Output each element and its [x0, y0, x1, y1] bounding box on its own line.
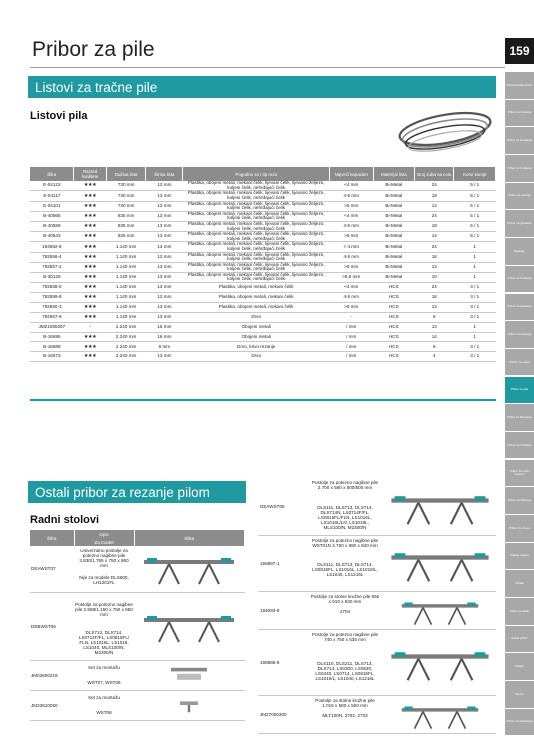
blades-table: [30, 167, 496, 362]
table-cell-w: 13 mm: [146, 191, 183, 201]
table-cell-use: Plastika, obojeni metali, mekani čelik, lijevani čelik, lijevano željezo, koljeni čelik, nehrđajući čelik: [183, 221, 329, 231]
table-cell-len: 835 mm: [106, 232, 145, 242]
stand-model: WST06: [74, 705, 134, 720]
table-cell-use: Plastika, obojeni metali, mekani čelik, lijevani čelik, lijevano željezo, koljeni čelik, nehrđajući čelik: [183, 272, 329, 282]
table-cell-code: B-40559: [30, 221, 74, 231]
table-cell-use: Obojeni metali: [183, 322, 329, 332]
table-cell-q: -: [74, 322, 107, 332]
list-item: [258, 630, 496, 696]
table-cell-pcs: 3 / 1: [454, 342, 496, 352]
table-row: [30, 332, 496, 342]
stand-desc: Set za montažu: [88, 665, 120, 671]
product-code: JM27000300: [260, 712, 287, 717]
side-tab[interactable]: Pribor za poliranje: [505, 294, 534, 321]
table-cell-cap: <4 mm: [329, 211, 373, 221]
col-header: Za model: [74, 538, 134, 546]
stand-image: [386, 480, 494, 534]
col-header: Broj zuba na colu: [415, 167, 454, 181]
table-cell-code: B-40543: [30, 232, 74, 242]
stand-image: [139, 548, 239, 588]
list-item: [258, 536, 496, 592]
side-tab[interactable]: Pribor za brušenje: [505, 266, 534, 293]
table-cell-teeth: 14: [415, 302, 454, 312]
side-tab[interactable]: Radna odjeća: [505, 543, 534, 570]
table-cell-code: 792557-2: [30, 262, 74, 272]
table-cell-w: 13 mm: [146, 312, 183, 322]
product-code: 156887-1: [260, 561, 280, 566]
product-desc: Postolje za potezno nagibne pile 2.700 x 580 x 800/500 mm: [311, 480, 379, 490]
side-tab[interactable]: Ostalo: [505, 570, 534, 597]
table-cell-use: Drvo: [183, 352, 329, 362]
product-model: MLT100N, 2702, 2703: [322, 713, 368, 718]
table-cell-len: 1.140 mm: [106, 292, 145, 302]
table-cell-w: 13 mm: [146, 221, 183, 231]
table-cell-teeth: 18: [415, 292, 454, 302]
table-cell-len: 835 mm: [106, 211, 145, 221]
table-cell-len: 2.240 mm: [106, 322, 145, 332]
table-cell-q: ★★★: [74, 181, 107, 191]
table-cell-w: 13 mm: [146, 272, 183, 282]
table-cell-cap: <4 mm: [329, 181, 373, 191]
col-header: Opis: [74, 530, 134, 538]
col-header: Pogodno za / tip reza: [183, 167, 329, 181]
table-cell-code: B-16673: [30, 352, 74, 362]
table-cell-use: Drvo, krivo rezanje: [183, 342, 329, 352]
stand-model: WST07, WST06: [74, 675, 134, 690]
stand-image-cell: [134, 546, 245, 592]
table-cell-code: B-40565: [30, 211, 74, 221]
table-cell-w: 13 mm: [146, 352, 183, 362]
side-tabs: [505, 72, 534, 737]
stand-image-cell: [134, 592, 245, 660]
table-cell-code: 792567-9: [30, 312, 74, 322]
stand-image: [386, 698, 494, 732]
side-tab[interactable]: Pribor za bušenje: [505, 321, 534, 348]
col-header: Materijal lista: [373, 167, 415, 181]
table-cell-len: 1.140 mm: [106, 242, 145, 252]
table-cell-len: 2.240 mm: [106, 332, 145, 342]
product-model: 2704: [339, 609, 351, 614]
table-cell-q: ★★★: [74, 312, 107, 322]
table-cell-pcs: 3 / 1: [454, 292, 496, 302]
table-row: [30, 221, 496, 231]
table-row: [30, 292, 496, 302]
table-row: [30, 262, 496, 272]
table-row: [30, 690, 245, 705]
table-cell-pcs: 3 / 1: [454, 312, 496, 322]
col-header: Šifra: [30, 167, 74, 181]
table-cell-w: 16 mm: [146, 322, 183, 332]
table-cell-w: 13 mm: [146, 252, 183, 262]
table-cell-code: 194692-8: [30, 242, 74, 252]
product-code: 194093-8: [260, 608, 280, 613]
table-cell-code: B-16695: [30, 332, 74, 342]
table-cell-len: 1.140 mm: [106, 283, 145, 293]
table-cell-teeth: 14: [415, 232, 454, 242]
table-cell-q: ★★★: [74, 302, 107, 312]
product-desc: Postolje za potezno nagibne pile 740 x 750 x 535 mm: [311, 632, 379, 642]
table-cell-cap: >5 mm: [329, 201, 373, 211]
stands-table: [30, 530, 245, 721]
page-title: Pribor za pile: [32, 38, 155, 61]
table-cell-cap: <4 mm: [329, 283, 373, 293]
product-desc: Postolje za stolne kružne pile 655 x 610 x 630 mm: [310, 594, 380, 604]
table-cell-q: ★★★: [74, 201, 107, 211]
table-cell-mat: HCS: [373, 342, 415, 352]
table-cell-teeth: 18: [415, 191, 454, 201]
side-tab[interactable]: Ostali pribor: [505, 626, 534, 653]
table-cell-pcs: 5 / 1: [454, 232, 496, 242]
table-row: [30, 283, 496, 293]
table-cell-q: ★★★: [74, 232, 107, 242]
table-cell-mat: Bi-Metal: [373, 191, 415, 201]
table-cell-mat: HCS: [373, 283, 415, 293]
table-cell-mat: Bi-Metal: [373, 211, 415, 221]
table-cell-code: E-04101: [30, 201, 74, 211]
table-cell-len: 1.140 mm: [106, 312, 145, 322]
table-cell-q: ★★★: [74, 211, 107, 221]
col-header: Najveći kapacitet: [329, 167, 373, 181]
table-cell-use: Obojeni metali: [183, 332, 329, 342]
table-cell-mat: HCS: [373, 292, 415, 302]
table-row: [30, 191, 496, 201]
side-tab[interactable]: Servis: [505, 681, 534, 708]
side-tab[interactable]: Pribor za štemanje: [505, 404, 534, 431]
table-cell-teeth: 14: [415, 322, 454, 332]
table-cell-use: Drvo: [183, 312, 329, 322]
table-cell-len: 1.140 mm: [106, 262, 145, 272]
table-cell-pcs: 1: [454, 252, 496, 262]
table-cell-code: B-16689: [30, 342, 74, 352]
stand-code: DEAWST07: [30, 546, 74, 592]
product-code: DEAWST05: [260, 504, 285, 509]
table-cell-w: 13 mm: [146, 262, 183, 272]
table-cell-use: Plastika, obojeni metali, mekani čelik, lijevani čelik, lijevano željezo, koljeni čelik, nehrđajući čelik: [183, 181, 329, 191]
band-saw-blade-image: [395, 103, 495, 161]
table-cell-pcs: 5 / 1: [454, 201, 496, 211]
table-cell-teeth: 14: [415, 332, 454, 342]
side-tab[interactable]: Pribor za metal: [505, 349, 534, 376]
table-cell-pcs: 5 / 1: [454, 211, 496, 221]
table-cell-teeth: 24: [415, 211, 454, 221]
table-row: [30, 232, 496, 242]
table-cell-teeth: 24: [415, 181, 454, 191]
table-cell-mat: HCS: [373, 302, 415, 312]
table-cell-mat: HCS: [373, 322, 415, 332]
table-row: [30, 352, 496, 362]
table-cell-pcs: 1: [454, 322, 496, 332]
table-cell-pcs: 1: [454, 242, 496, 252]
table-cell-q: ★★★: [74, 252, 107, 262]
table-cell-code: 792558-0: [30, 283, 74, 293]
table-row: [30, 201, 496, 211]
table-cell-len: 730 mm: [106, 191, 145, 201]
table-cell-len: 1.140 mm: [106, 302, 145, 312]
stand-image: [139, 693, 239, 717]
product-model: DLS111, DLS713, DLS714, LS0815FL, LS1016L, LS1019/L, LS1040, LS1216L: [312, 562, 378, 577]
table-cell-mat: Bi-Metal: [373, 262, 415, 272]
side-tab[interactable]: Pribor za hoblanje: [505, 432, 534, 459]
table-cell-teeth: 24: [415, 283, 454, 293]
table-row: [30, 592, 245, 626]
side-tab[interactable]: Pribor za ispitivanje: [505, 709, 534, 736]
table-cell-teeth: 14: [415, 201, 454, 211]
section-subtitle-stands: Radni stolovi: [30, 514, 100, 526]
table-cell-code: 792559-8: [30, 292, 74, 302]
table-cell-cap: / mm: [329, 332, 373, 342]
side-tab[interactable]: Pribor za alate: [505, 598, 534, 625]
list-item: [258, 696, 496, 734]
table-cell-w: 13 mm: [146, 292, 183, 302]
table-cell-q: ★★★: [74, 283, 107, 293]
table-cell-cap: 4-5 mm: [329, 221, 373, 231]
table-cell-code: E-04117: [30, 191, 74, 201]
product-model: DLS111, DLS713, DLS714, DLS714N, LS0714F/FL, LS0815FL/FLN, LS1016L, LS1018L/LN, LS1019L, MLS100/N, M2300/N: [317, 505, 373, 530]
table-cell-code: E-04123: [30, 181, 74, 191]
stand-image-cell: [134, 660, 245, 690]
table-row: [30, 242, 496, 252]
table-cell-mat: Bi-Metal: [373, 232, 415, 242]
table-row: [30, 252, 496, 262]
table-cell-cap: 4-5 mm: [329, 252, 373, 262]
product-desc: Postolje za potezno nagibne pile WST01N 2.750 x 680 x 840 mm: [311, 538, 379, 548]
table-cell-w: 13 mm: [146, 302, 183, 312]
table-cell-q: ★★★: [74, 342, 107, 352]
table-cell-len: 835 mm: [106, 221, 145, 231]
table-cell-mat: Bi-Metal: [373, 242, 415, 252]
table-cell-mat: HCS: [373, 312, 415, 322]
product-image: [386, 594, 494, 629]
side-tab[interactable]: Pribor za glodanje: [505, 210, 534, 237]
table-cell-teeth: 4: [415, 352, 454, 362]
table-cell-w: 6 mm: [146, 342, 183, 352]
table-cell-use: Plastika, obojeni metali, mekani čelik, lijevani čelik, lijevano željezo, koljeni čelik, nehrđajući čelik: [183, 242, 329, 252]
stand-product-list: [258, 478, 496, 734]
side-tab[interactable]: Pribor za pile: [505, 377, 534, 404]
table-cell-len: 1.140 mm: [106, 272, 145, 282]
table-cell-q: ★★★: [74, 272, 107, 282]
table-cell-pcs: 5 / 1: [454, 191, 496, 201]
stand-code: DEBWST06: [30, 592, 74, 660]
col-header: Širina lista: [146, 167, 183, 181]
table-cell-pcs: 5 / 1: [454, 181, 496, 191]
product-image: [386, 480, 494, 535]
col-header: Slika: [134, 530, 245, 546]
table-row: [30, 342, 496, 352]
table-cell-cap: >5,5 mm: [329, 272, 373, 282]
table-cell-cap: >5 mm: [329, 232, 373, 242]
table-cell-mat: Bi-Metal: [373, 221, 415, 231]
table-cell-mat: Bi-Metal: [373, 252, 415, 262]
table-cell-cap: 4-5 mm: [329, 191, 373, 201]
stand-image: [139, 595, 239, 657]
table-cell-w: 13 mm: [146, 242, 183, 252]
col-header: Šifra: [30, 530, 74, 546]
table-cell-code: JM21080297: [30, 322, 74, 332]
table-cell-cap: >5 mm: [329, 262, 373, 272]
section-subtitle-blades: Listovi pila: [30, 110, 88, 122]
table-cell-teeth: 6: [415, 312, 454, 322]
product-image: [386, 632, 494, 695]
table-cell-w: 13 mm: [146, 232, 183, 242]
table-cell-use: Plastika, obojeni metali, mekani čelik: [183, 302, 329, 312]
section-divider: [30, 399, 496, 401]
table-row: [30, 211, 496, 221]
stand-desc: Set za montažu: [88, 695, 120, 701]
table-cell-code: 792556-4: [30, 252, 74, 262]
stand-image: [386, 594, 494, 628]
table-cell-pcs: 3 / 1: [454, 302, 496, 312]
side-tab[interactable]: Profesionalni pribor: [505, 72, 534, 99]
list-item: [258, 592, 496, 630]
table-cell-pcs: 3 / 1: [454, 352, 496, 362]
table-cell-w: 13 mm: [146, 201, 183, 211]
side-tab[interactable]: Pribor za vrtnu opremu: [505, 460, 534, 487]
product-desc: Postolje za stolne kružne pile 1.015 x 580 x 560 mm: [315, 698, 375, 708]
table-cell-cap: / mm: [329, 342, 373, 352]
stand-image: [386, 538, 494, 590]
side-tab[interactable]: Ostalo: [505, 653, 534, 680]
table-cell-mat: HCS: [373, 352, 415, 362]
table-cell-q: ★★★: [74, 221, 107, 231]
table-cell-teeth: 6: [415, 342, 454, 352]
col-header: Razred kvalitete: [74, 167, 107, 181]
table-cell-use: Plastika, obojeni metali, mekani čelik, lijevani čelik, lijevano željezo, koljeni čelik, nehrđajući čelik: [183, 201, 329, 211]
table-cell-code: B-30128: [30, 272, 74, 282]
table-cell-w: 13 mm: [146, 181, 183, 191]
table-cell-w: 13 mm: [146, 283, 183, 293]
stand-model: Nije za modele DLS600, LH1201FL: [74, 569, 134, 592]
table-cell-q: ★★★: [74, 292, 107, 302]
table-cell-q: ★★★: [74, 242, 107, 252]
side-tab[interactable]: Pribor za čišćenje: [505, 487, 534, 514]
stand-model: DLS713, DLS714, LS0714F/FL, LS0815FL/ FLN, LS1016L, LS1016, LS1040, MLS100/N, M2300/N: [74, 626, 134, 660]
table-cell-len: 730 mm: [106, 181, 145, 191]
table-cell-pcs: 5 / 1: [454, 221, 496, 231]
table-cell-use: Plastika, obojeni metali, mekani čelik, lijevani čelik, lijevano željezo, koljeni čelik, nehrđajući čelik: [183, 262, 329, 272]
table-cell-teeth: 10: [415, 272, 454, 282]
table-cell-pcs: 3 / 1: [454, 283, 496, 293]
product-image: [386, 538, 494, 591]
table-row: [30, 660, 245, 675]
table-cell-q: ★★★: [74, 262, 107, 272]
table-cell-cap: < 4 mm: [329, 242, 373, 252]
stand-code: JM23610050: [30, 690, 74, 720]
table-row: [30, 312, 496, 322]
table-cell-teeth: 18: [415, 221, 454, 231]
stand-code: JM03600219: [30, 660, 74, 690]
product-image: [386, 698, 494, 733]
table-cell-cap: 4-5 mm: [329, 292, 373, 302]
table-cell-use: Plastika, obojeni metali, mekani čelik, lijevani čelik, lijevano željezo, koljeni čelik, nehrđajući čelik: [183, 252, 329, 262]
table-cell-mat: Bi-Metal: [373, 181, 415, 191]
table-cell-len: 730 mm: [106, 201, 145, 211]
table-row: [30, 302, 496, 312]
product-model: DLS110, DLS211, DLS713, DLS714, LS0300, LS0830, LS0440, LS0714, LS0815FL, LS1019/L, LS1040, LS1216L: [315, 661, 375, 681]
side-tab[interactable]: Pribor za vrtove: [505, 515, 534, 542]
table-cell-use: Plastika, obojeni metali, mekani čelik: [183, 283, 329, 293]
table-cell-teeth: 14: [415, 262, 454, 272]
table-cell-cap: / mm: [329, 352, 373, 362]
table-cell-pcs: 1: [454, 272, 496, 282]
table-cell-q: ★★★: [74, 332, 107, 342]
table-cell-use: Plastika, obojeni metali, mekani čelik, lijevani čelik, lijevano željezo, koljeni čelik, nehrđajući čelik: [183, 191, 329, 201]
table-cell-use: Plastika, obojeni metali, mekani čelik: [183, 292, 329, 302]
table-cell-use: Plastika, obojeni metali, mekani čelik, lijevani čelik, lijevano željezo, koljeni čelik, nehrđajući čelik: [183, 211, 329, 221]
table-row: [30, 546, 245, 569]
product-code: 198886-8: [260, 660, 280, 665]
col-header: Kom/ kompl: [454, 167, 496, 181]
list-item: [258, 478, 496, 536]
table-cell-w: 16 mm: [146, 332, 183, 342]
table-cell-use: Plastika, obojeni metali, mekani čelik, lijevani čelik, lijevano željezo, koljeni čelik, nehrđajući čelik: [183, 232, 329, 242]
stand-image: [386, 632, 494, 694]
table-cell-len: 2.240 mm: [106, 342, 145, 352]
table-cell-mat: Bi-Metal: [373, 272, 415, 282]
table-cell-q: ★★★: [74, 191, 107, 201]
table-cell-w: 13 mm: [146, 211, 183, 221]
table-cell-q: ★★★: [74, 352, 107, 362]
col-header: Dužina lista: [106, 167, 145, 181]
stand-desc: Univerzalno postolje za potezno nagibne pile 3.830/1.765 x 750 x 860 mm: [79, 547, 129, 568]
side-tab[interactable]: Pribor za rezanje: [505, 183, 534, 210]
table-cell-len: 1.140 mm: [106, 252, 145, 262]
table-cell-code: 792560-3: [30, 302, 74, 312]
table-row: [30, 272, 496, 282]
table-cell-cap: / mm: [329, 322, 373, 332]
table-cell-cap: -: [329, 312, 373, 322]
table-cell-mat: Bi-Metal: [373, 201, 415, 211]
table-cell-pcs: 1: [454, 262, 496, 272]
table-row: [30, 322, 496, 332]
page-number: 159: [505, 38, 534, 64]
table-cell-teeth: 24: [415, 242, 454, 252]
divider: [30, 67, 505, 68]
table-cell-cap: >5 mm: [329, 302, 373, 312]
stand-image-cell: [134, 690, 245, 720]
table-cell-len: 2.240 mm: [106, 352, 145, 362]
section-header-blades: Listovi za tračne pile: [28, 76, 496, 98]
table-cell-teeth: 18: [415, 252, 454, 262]
side-tab[interactable]: Pribor za bušenje: [505, 100, 534, 127]
side-tab[interactable]: Pribor za struganje: [505, 127, 534, 154]
table-cell-pcs: 1: [454, 332, 496, 342]
stand-image: [139, 663, 239, 687]
side-tab[interactable]: Pribor za brušenje: [505, 155, 534, 182]
table-cell-mat: HCS: [373, 332, 415, 342]
section-header-other: Ostali pribor za rezanje pilom: [28, 481, 246, 503]
stand-desc: Postolje za potezno nagibne pile 2.559/1.150 x 750 x 850 mm: [75, 601, 133, 617]
side-tab[interactable]: Baterije: [505, 238, 534, 265]
